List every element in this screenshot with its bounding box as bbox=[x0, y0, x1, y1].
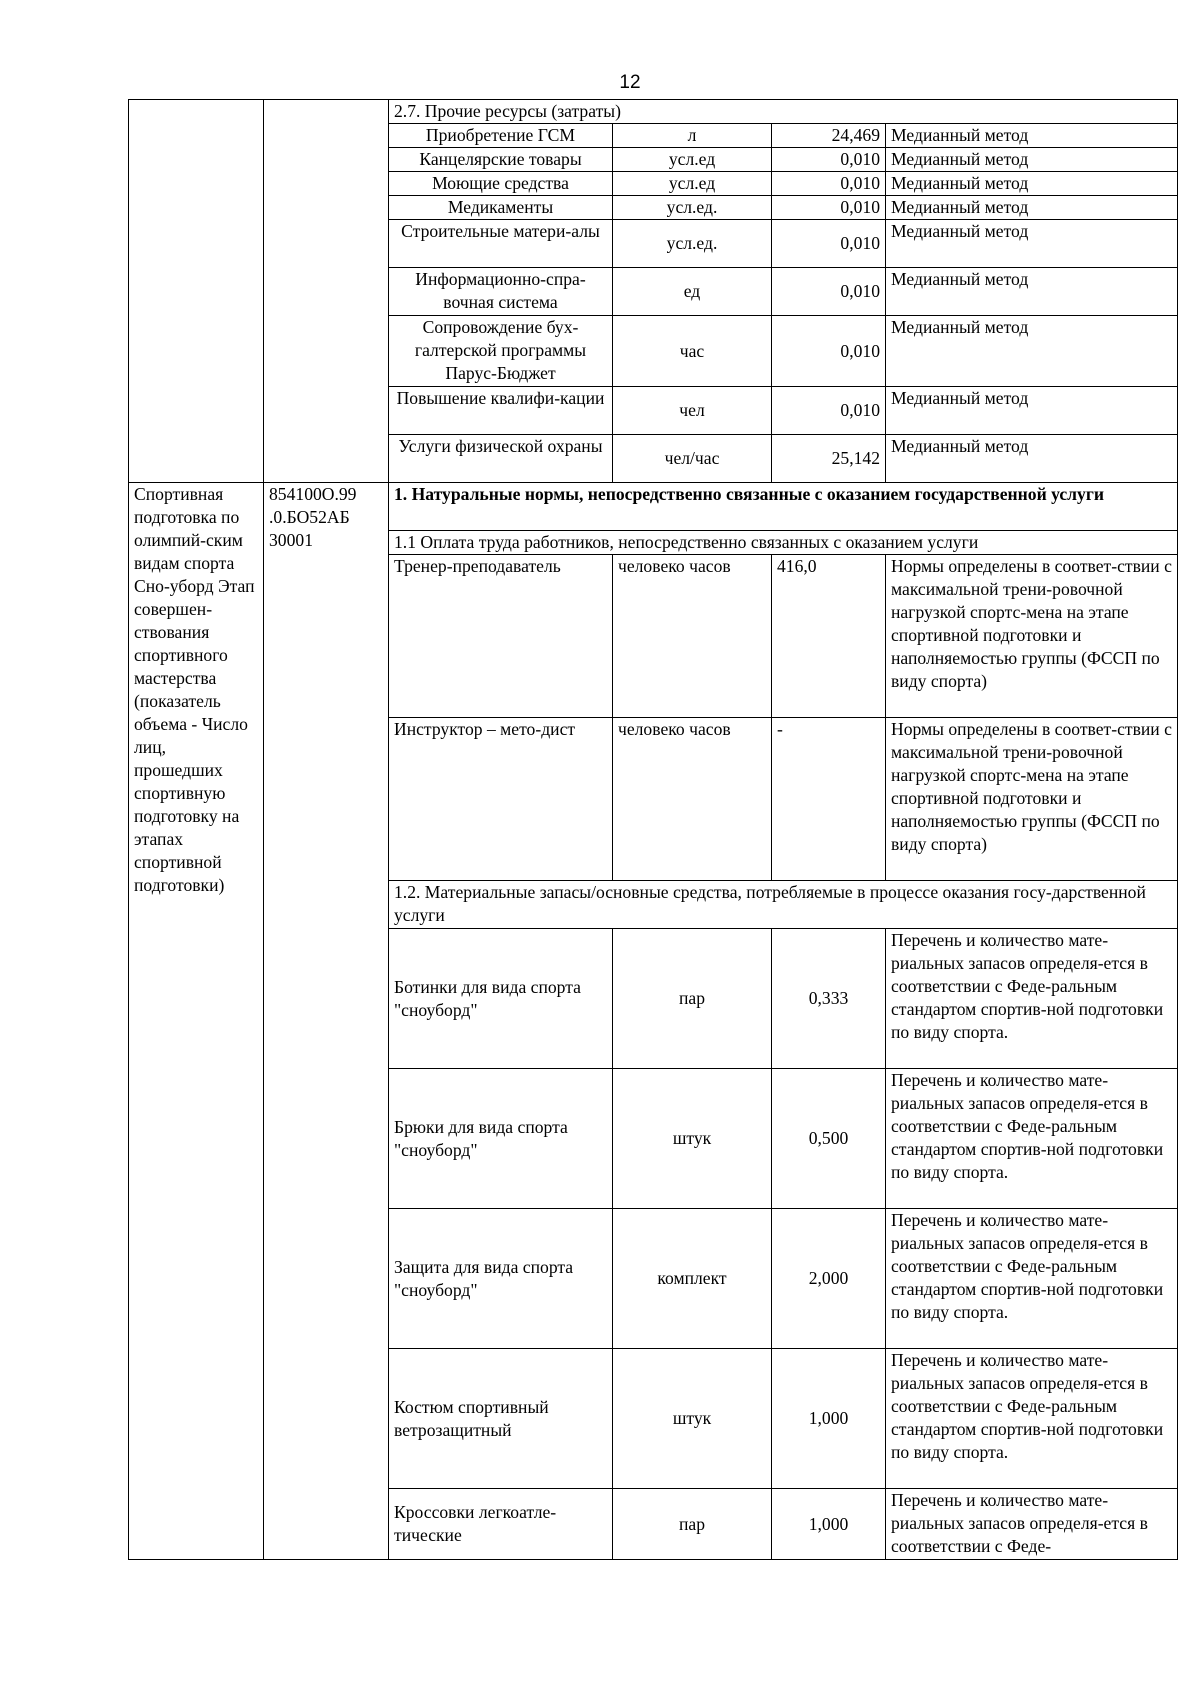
labor-unit: человеко часов bbox=[613, 555, 772, 718]
norms-table bbox=[128, 99, 1178, 1560]
labor-value: 416,0 bbox=[772, 555, 886, 718]
resource-value: 0,010 bbox=[772, 148, 886, 172]
resource-name: Строительные матери-алы bbox=[389, 220, 613, 268]
material-name: Костюм спортивный ветрозащитный bbox=[389, 1349, 613, 1489]
resource-method: Медианный метод bbox=[886, 268, 1178, 316]
labor-position: Тренер-преподаватель bbox=[389, 555, 613, 718]
empty-service-cell bbox=[129, 100, 264, 483]
resource-method: Медианный метод bbox=[886, 316, 1178, 387]
resource-method: Медианный метод bbox=[886, 435, 1178, 483]
resource-unit: чел bbox=[613, 387, 772, 435]
resource-value: 0,010 bbox=[772, 387, 886, 435]
resource-name: Медикаменты bbox=[389, 196, 613, 220]
resource-value: 0,010 bbox=[772, 268, 886, 316]
resource-name: Сопровождение бух-галтерской программы Парус-Бюджет bbox=[389, 316, 613, 387]
resource-unit: усл.ед bbox=[613, 148, 772, 172]
labor-note: Нормы определены в соответ-ствии с максимальной трени-ровочной нагрузкой спортс-мена на этапе спортивной подготовки и наполняемостью группы (ФССП по виду спорта) bbox=[886, 718, 1178, 881]
resource-value: 0,010 bbox=[772, 316, 886, 387]
resource-unit: час bbox=[613, 316, 772, 387]
resource-name: Приобретение ГСМ bbox=[389, 124, 613, 148]
material-value: 0,333 bbox=[772, 929, 886, 1069]
resource-method: Медианный метод bbox=[886, 220, 1178, 268]
resource-unit: ед bbox=[613, 268, 772, 316]
material-note: Перечень и количество мате-риальных запасов определя-ется в соответствии с Феде-ральным стандартом спортив-ной подготовки по виду спорта. bbox=[886, 1069, 1178, 1209]
material-note: Перечень и количество мате-риальных запасов определя-ется в соответствии с Феде-ральным стандартом спортив-ной подготовки по виду спорта. bbox=[886, 929, 1178, 1069]
labor-unit: человеко часов bbox=[613, 718, 772, 881]
material-value: 1,000 bbox=[772, 1349, 886, 1489]
labor-position: Инструктор – мето-дист bbox=[389, 718, 613, 881]
page-number: 12 bbox=[619, 72, 641, 93]
resource-name: Повышение квалифи-кации bbox=[389, 387, 613, 435]
empty-code-cell bbox=[264, 100, 389, 483]
resource-unit: л bbox=[613, 124, 772, 148]
material-unit: штук bbox=[613, 1069, 772, 1209]
resource-unit: усл.ед. bbox=[613, 196, 772, 220]
material-unit: комплект bbox=[613, 1209, 772, 1349]
material-note: Перечень и количество мате-риальных запасов определя-ется в соответствии с Феде- bbox=[886, 1489, 1178, 1560]
material-name: Ботинки для вида спорта "сноуборд" bbox=[389, 929, 613, 1069]
natural-norms-heading: 1. Натуральные нормы, непосредственно связанные с оказанием государственной услуги bbox=[389, 483, 1178, 531]
material-value: 1,000 bbox=[772, 1489, 886, 1560]
resource-name: Моющие средства bbox=[389, 172, 613, 196]
material-name: Брюки для вида спорта "сноуборд" bbox=[389, 1069, 613, 1209]
resource-unit: чел/час bbox=[613, 435, 772, 483]
material-value: 2,000 bbox=[772, 1209, 886, 1349]
material-name: Кроссовки легкоатле-тические bbox=[389, 1489, 613, 1560]
material-note: Перечень и количество мате-риальных запасов определя-ется в соответствии с Феде-ральным стандартом спортив-ной подготовки по виду спорта. bbox=[886, 1209, 1178, 1349]
service-code: 854100О.99 .0.БО52АБ 30001 bbox=[264, 483, 389, 1560]
resource-value: 24,469 bbox=[772, 124, 886, 148]
material-unit: штук bbox=[613, 1349, 772, 1489]
material-value: 0,500 bbox=[772, 1069, 886, 1209]
material-note: Перечень и количество мате-риальных запасов определя-ется в соответствии с Феде-ральным стандартом спортив-ной подготовки по виду спорта. bbox=[886, 1349, 1178, 1489]
resource-name: Услуги физической охраны bbox=[389, 435, 613, 483]
material-unit: пар bbox=[613, 1489, 772, 1560]
resource-unit: усл.ед. bbox=[613, 220, 772, 268]
section-title-other-resources: 2.7. Прочие ресурсы (затраты) bbox=[389, 100, 1178, 124]
resource-method: Медианный метод bbox=[886, 148, 1178, 172]
resource-name: Информационно-спра-вочная система bbox=[389, 268, 613, 316]
resource-method: Медианный метод bbox=[886, 124, 1178, 148]
labor-note: Нормы определены в соответ-ствии с максимальной трени-ровочной нагрузкой спортс-мена на этапе спортивной подготовки и наполняемостью группы (ФССП по виду спорта) bbox=[886, 555, 1178, 718]
material-name: Защита для вида спорта "сноуборд" bbox=[389, 1209, 613, 1349]
resource-value: 0,010 bbox=[772, 196, 886, 220]
resource-name: Канцелярские товары bbox=[389, 148, 613, 172]
resource-method: Медианный метод bbox=[886, 387, 1178, 435]
material-unit: пар bbox=[613, 929, 772, 1069]
resource-unit: усл.ед bbox=[613, 172, 772, 196]
service-name: Спортивная подготовка по олимпий-ским видам спорта Сно-уборд Этап совершен-ствования спортивного мастерства (показатель объема - Число лиц, прошедших спортивную подготовку на этапах спортивной подготовки) bbox=[129, 483, 264, 1560]
resource-value: 0,010 bbox=[772, 220, 886, 268]
resource-value: 25,142 bbox=[772, 435, 886, 483]
labor-value: - bbox=[772, 718, 886, 881]
resource-method: Медианный метод bbox=[886, 196, 1178, 220]
materials-section-title: 1.2. Материальные запасы/основные средства, потребляемые в процессе оказания госу-дарственной услуги bbox=[389, 881, 1178, 929]
resource-method: Медианный метод bbox=[886, 172, 1178, 196]
labor-section-title: 1.1 Оплата труда работников, непосредственно связанных с оказанием услуги bbox=[389, 531, 1178, 555]
resource-value: 0,010 bbox=[772, 172, 886, 196]
